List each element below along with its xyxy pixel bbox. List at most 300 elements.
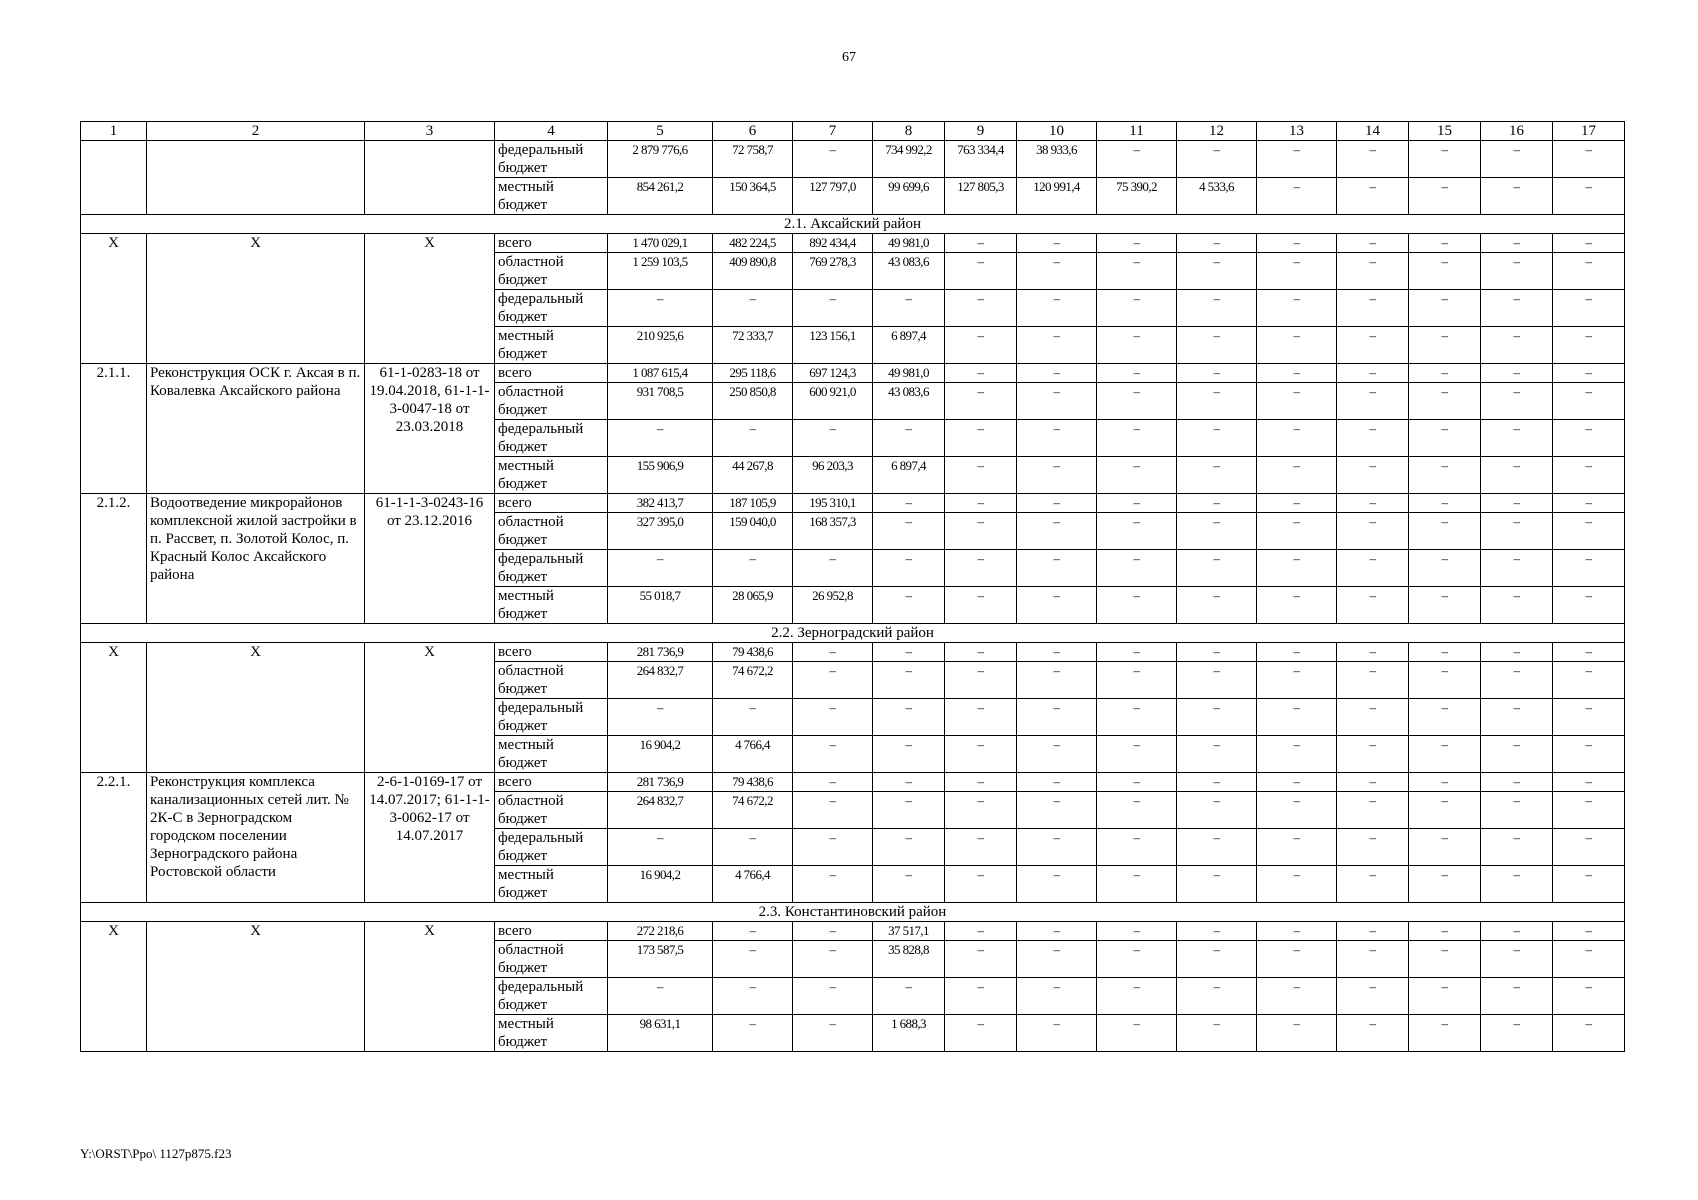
value-cell: – [1337,457,1409,494]
value-cell: – [1097,792,1177,829]
value-cell: – [1553,420,1625,457]
value-cell: – [1337,829,1409,866]
value-cell: – [1017,550,1097,587]
value-cell: 1 259 103,5 [608,253,713,290]
budget-type-cell: федеральный бюджет [495,829,608,866]
value-cell: – [873,792,945,829]
budget-type-cell: федеральный бюджет [495,141,608,178]
value-cell: – [1409,587,1481,624]
value-cell: – [1481,736,1553,773]
value-cell: – [1481,662,1553,699]
value-cell: – [793,941,873,978]
value-cell: – [1097,457,1177,494]
value-cell: – [1481,1015,1553,1052]
value-cell: – [793,829,873,866]
value-cell: 44 267,8 [713,457,793,494]
value-cell: – [1257,234,1337,253]
value-cell: – [1257,587,1337,624]
value-cell: – [1257,922,1337,941]
value-cell: – [873,513,945,550]
value-cell: – [1409,550,1481,587]
value-cell: – [945,513,1017,550]
value-cell: – [945,457,1017,494]
value-cell: – [1257,494,1337,513]
value-cell: – [1481,643,1553,662]
value-cell: 74 672,2 [713,792,793,829]
value-cell: – [1409,699,1481,736]
value-cell: 120 991,4 [1017,178,1097,215]
value-cell: – [945,1015,1017,1052]
budget-type-cell: всего [495,773,608,792]
value-cell: – [1257,253,1337,290]
value-cell: – [1337,662,1409,699]
value-cell: 98 631,1 [608,1015,713,1052]
value-cell: 892 434,4 [793,234,873,253]
value-cell: 734 992,2 [873,141,945,178]
value-cell: – [1257,662,1337,699]
value-cell: – [1257,736,1337,773]
value-cell: – [1481,290,1553,327]
budget-type-cell: всего [495,494,608,513]
value-cell: 409 890,8 [713,253,793,290]
column-number-cell: 8 [873,122,945,141]
value-cell: 75 390,2 [1097,178,1177,215]
value-cell: – [1553,178,1625,215]
value-cell: – [1257,141,1337,178]
budget-type-cell: федеральный бюджет [495,978,608,1015]
value-cell: 1 688,3 [873,1015,945,1052]
value-cell: – [1409,494,1481,513]
value-cell: – [1177,587,1257,624]
value-cell: – [713,941,793,978]
column-number-cell: 16 [1481,122,1553,141]
value-cell: – [1553,327,1625,364]
value-cell: – [1409,178,1481,215]
value-cell: – [1481,773,1553,792]
value-cell: 382 413,7 [608,494,713,513]
value-cell: – [873,699,945,736]
value-cell: – [608,699,713,736]
column-number-cell: 9 [945,122,1017,141]
value-cell: 155 906,9 [608,457,713,494]
value-cell: – [945,643,1017,662]
value-cell: – [1409,941,1481,978]
value-cell: – [1553,141,1625,178]
value-cell: – [1097,290,1177,327]
value-cell: 931 708,5 [608,383,713,420]
value-cell: – [945,234,1017,253]
value-cell: – [945,792,1017,829]
value-cell: 281 736,9 [608,773,713,792]
value-cell: – [1177,1015,1257,1052]
value-cell: – [1177,978,1257,1015]
value-cell: – [945,866,1017,903]
value-cell: – [1257,290,1337,327]
budget-type-cell: всего [495,364,608,383]
value-cell: – [793,866,873,903]
budget-type-cell: областной бюджет [495,662,608,699]
value-cell: 769 278,3 [793,253,873,290]
value-cell: – [945,550,1017,587]
column-number-cell: 11 [1097,122,1177,141]
budget-type-cell: областной бюджет [495,253,608,290]
value-cell: – [1409,420,1481,457]
value-cell: – [1337,234,1409,253]
value-cell: – [1337,922,1409,941]
value-cell: – [1017,420,1097,457]
value-cell: – [1257,513,1337,550]
value-cell: – [1337,1015,1409,1052]
value-cell: – [1481,699,1553,736]
value-cell: – [1017,494,1097,513]
value-cell: – [1257,550,1337,587]
value-cell: – [1409,290,1481,327]
budget-type-cell: областной бюджет [495,383,608,420]
value-cell: – [1097,662,1177,699]
table-row [81,141,1625,178]
value-cell: – [1017,253,1097,290]
value-cell: – [1017,941,1097,978]
value-cell: – [1337,550,1409,587]
item-name: Реконструкция ОСК г. Аксая в п. Ковалевка Аксайского района [147,364,365,494]
value-cell: – [945,420,1017,457]
value-cell: – [1337,736,1409,773]
value-cell: – [1017,922,1097,941]
budget-type-cell: федеральный бюджет [495,699,608,736]
value-cell: – [873,978,945,1015]
value-cell: – [1097,736,1177,773]
value-cell: – [793,792,873,829]
value-cell: 16 904,2 [608,736,713,773]
value-cell: – [1337,866,1409,903]
budget-type-cell: областной бюджет [495,792,608,829]
value-cell: – [1177,494,1257,513]
value-cell: – [1097,922,1177,941]
value-cell: – [945,587,1017,624]
item-name: Водоотведение микрорайонов комплексной жилой застройки в п. Рассвет, п. Золотой Колос, п. Красный Колос Аксайского района [147,494,365,624]
value-cell: – [1553,699,1625,736]
value-cell: – [608,420,713,457]
value-cell: – [608,978,713,1015]
value-cell: – [1337,978,1409,1015]
value-cell: 16 904,2 [608,866,713,903]
column-number-row [81,122,1625,141]
value-cell: – [945,290,1017,327]
value-cell: – [1177,550,1257,587]
value-cell: – [1017,773,1097,792]
value-cell: – [1177,866,1257,903]
column-number-cell: 15 [1409,122,1481,141]
value-cell: – [1553,513,1625,550]
value-cell: – [1481,513,1553,550]
value-cell: – [945,364,1017,383]
value-cell: – [1097,550,1177,587]
value-cell: – [1337,792,1409,829]
value-cell: – [1481,327,1553,364]
value-cell: – [873,550,945,587]
value-cell: – [873,587,945,624]
budget-type-cell: федеральный бюджет [495,550,608,587]
value-cell: 37 517,1 [873,922,945,941]
value-cell: – [1017,736,1097,773]
item-document: X [365,922,495,1052]
value-cell: – [945,829,1017,866]
value-cell: – [1481,234,1553,253]
value-cell: – [873,420,945,457]
value-cell: – [1177,383,1257,420]
column-number-cell: 13 [1257,122,1337,141]
value-cell: – [713,978,793,1015]
value-cell: – [1337,513,1409,550]
value-cell: – [793,550,873,587]
item-name: X [147,234,365,364]
column-number-cell: 5 [608,122,713,141]
value-cell: – [1017,383,1097,420]
value-cell: – [1409,866,1481,903]
value-cell: – [1097,643,1177,662]
value-cell: 38 933,6 [1017,141,1097,178]
table-body [81,122,1625,1052]
value-cell: – [945,383,1017,420]
value-cell: – [793,1015,873,1052]
value-cell: 600 921,0 [793,383,873,420]
section-row [81,215,1625,234]
value-cell: 264 832,7 [608,792,713,829]
value-cell: – [1017,792,1097,829]
value-cell: – [1097,587,1177,624]
value-cell: – [1553,290,1625,327]
value-cell: – [1177,829,1257,866]
value-cell: – [793,662,873,699]
value-cell: – [1177,662,1257,699]
value-cell: – [793,141,873,178]
table-row [81,364,1625,383]
value-cell: – [608,550,713,587]
value-cell: – [1553,773,1625,792]
value-cell: 210 925,6 [608,327,713,364]
value-cell: – [1409,792,1481,829]
value-cell: – [1337,420,1409,457]
item-name: Реконструкция комплекса канализационных сетей лит. № 2К-С в Зерноградском городском поселении Зерноградского района Ростовской области [147,773,365,903]
value-cell: – [793,643,873,662]
value-cell: – [1337,364,1409,383]
value-cell: – [1177,736,1257,773]
budget-type-cell: всего [495,643,608,662]
value-cell: 295 118,6 [713,364,793,383]
value-cell: – [1097,978,1177,1015]
table-row [81,494,1625,513]
value-cell: – [945,327,1017,364]
value-cell: 4 533,6 [1177,178,1257,215]
value-cell: – [873,829,945,866]
item-number: 2.1.2. [81,494,147,624]
value-cell: – [873,494,945,513]
footer-file-path: Y:\ORST\Ppo\ 1127p875.f23 [80,1146,232,1161]
value-cell: 35 828,8 [873,941,945,978]
value-cell: – [1481,457,1553,494]
value-cell: – [1177,253,1257,290]
continuation-doc-cell [365,141,495,215]
value-cell: – [1257,699,1337,736]
value-cell: – [1257,829,1337,866]
item-number: X [81,643,147,773]
value-cell: 74 672,2 [713,662,793,699]
column-number-cell: 7 [793,122,873,141]
value-cell: – [1257,364,1337,383]
value-cell: – [1409,1015,1481,1052]
value-cell: – [1177,699,1257,736]
value-cell: – [1409,253,1481,290]
value-cell: 1 470 029,1 [608,234,713,253]
value-cell: – [1017,662,1097,699]
value-cell: – [1553,234,1625,253]
value-cell: – [945,662,1017,699]
section-row [81,624,1625,643]
value-cell: – [1553,941,1625,978]
value-cell: – [1481,866,1553,903]
value-cell: 697 124,3 [793,364,873,383]
budget-type-cell: местный бюджет [495,866,608,903]
value-cell: 1 087 615,4 [608,364,713,383]
value-cell: – [1553,736,1625,773]
value-cell: – [1481,494,1553,513]
column-number-cell: 12 [1177,122,1257,141]
value-cell: 4 766,4 [713,736,793,773]
value-cell: – [1177,420,1257,457]
value-cell: 2 879 776,6 [608,141,713,178]
item-number: X [81,234,147,364]
value-cell: 854 261,2 [608,178,713,215]
value-cell: 187 105,9 [713,494,793,513]
value-cell: – [1409,383,1481,420]
value-cell: – [1257,643,1337,662]
value-cell: – [945,978,1017,1015]
value-cell: – [1257,1015,1337,1052]
value-cell: – [1553,922,1625,941]
budget-type-cell: местный бюджет [495,587,608,624]
value-cell: – [1017,829,1097,866]
value-cell: 96 203,3 [793,457,873,494]
value-cell: – [1177,643,1257,662]
value-cell: – [793,290,873,327]
value-cell: 4 766,4 [713,866,793,903]
table-row [81,773,1625,792]
value-cell: – [1177,922,1257,941]
value-cell: – [1553,1015,1625,1052]
value-cell: – [793,773,873,792]
item-document: X [365,234,495,364]
value-cell: – [1177,290,1257,327]
section-row [81,903,1625,922]
value-cell: 272 218,6 [608,922,713,941]
value-cell: – [608,829,713,866]
value-cell: – [1553,829,1625,866]
value-cell: – [1097,234,1177,253]
budget-type-cell: всего [495,234,608,253]
value-cell: 763 334,4 [945,141,1017,178]
value-cell: – [1257,941,1337,978]
value-cell: – [1097,829,1177,866]
table-row [81,922,1625,941]
value-cell: – [1481,178,1553,215]
item-document: 61-1-0283-18 от 19.04.2018, 61-1-1-3-0047-18 от 23.03.2018 [365,364,495,494]
value-cell: – [1337,699,1409,736]
value-cell: – [1097,941,1177,978]
section-title: 2.1. Аксайский район [81,215,1625,234]
value-cell: 49 981,0 [873,364,945,383]
value-cell: – [1257,420,1337,457]
value-cell: – [873,662,945,699]
value-cell: – [1553,457,1625,494]
value-cell: – [1097,141,1177,178]
value-cell: 72 333,7 [713,327,793,364]
value-cell: – [1337,327,1409,364]
value-cell: – [1481,550,1553,587]
page-number: 67 [842,50,856,65]
value-cell: – [1097,420,1177,457]
value-cell: – [1017,1015,1097,1052]
value-cell: – [873,773,945,792]
value-cell: – [1553,494,1625,513]
value-cell: – [1257,792,1337,829]
value-cell: – [1409,978,1481,1015]
continuation-name-cell [147,141,365,215]
value-cell: – [1017,587,1097,624]
value-cell: – [1097,1015,1177,1052]
value-cell: – [1409,364,1481,383]
value-cell: – [713,420,793,457]
value-cell: – [1481,829,1553,866]
item-number: 2.2.1. [81,773,147,903]
value-cell: 168 357,3 [793,513,873,550]
value-cell: – [1337,773,1409,792]
value-cell: – [1553,978,1625,1015]
value-cell: 49 981,0 [873,234,945,253]
budget-type-cell: всего [495,922,608,941]
value-cell: – [713,1015,793,1052]
column-number-cell: 2 [147,122,365,141]
value-cell: – [1177,141,1257,178]
value-cell: – [1097,773,1177,792]
item-document: X [365,643,495,773]
value-cell: – [1337,494,1409,513]
value-cell: – [1553,792,1625,829]
column-number-cell: 17 [1553,122,1625,141]
item-number: 2.1.1. [81,364,147,494]
value-cell: – [1553,662,1625,699]
value-cell: – [1481,253,1553,290]
value-cell: – [1257,327,1337,364]
item-number: X [81,922,147,1052]
value-cell: – [1097,383,1177,420]
value-cell: – [1409,234,1481,253]
item-document: 61-1-1-3-0243-16 от 23.12.2016 [365,494,495,624]
value-cell: – [1553,364,1625,383]
value-cell: – [1409,141,1481,178]
value-cell: 26 952,8 [793,587,873,624]
value-cell: – [1553,866,1625,903]
value-cell: 55 018,7 [608,587,713,624]
budget-type-cell: федеральный бюджет [495,420,608,457]
value-cell: – [1097,494,1177,513]
value-cell: – [713,290,793,327]
value-cell: – [1409,327,1481,364]
value-cell: – [1257,457,1337,494]
item-name: X [147,922,365,1052]
value-cell: – [1177,364,1257,383]
value-cell: – [1257,978,1337,1015]
value-cell: – [1257,383,1337,420]
